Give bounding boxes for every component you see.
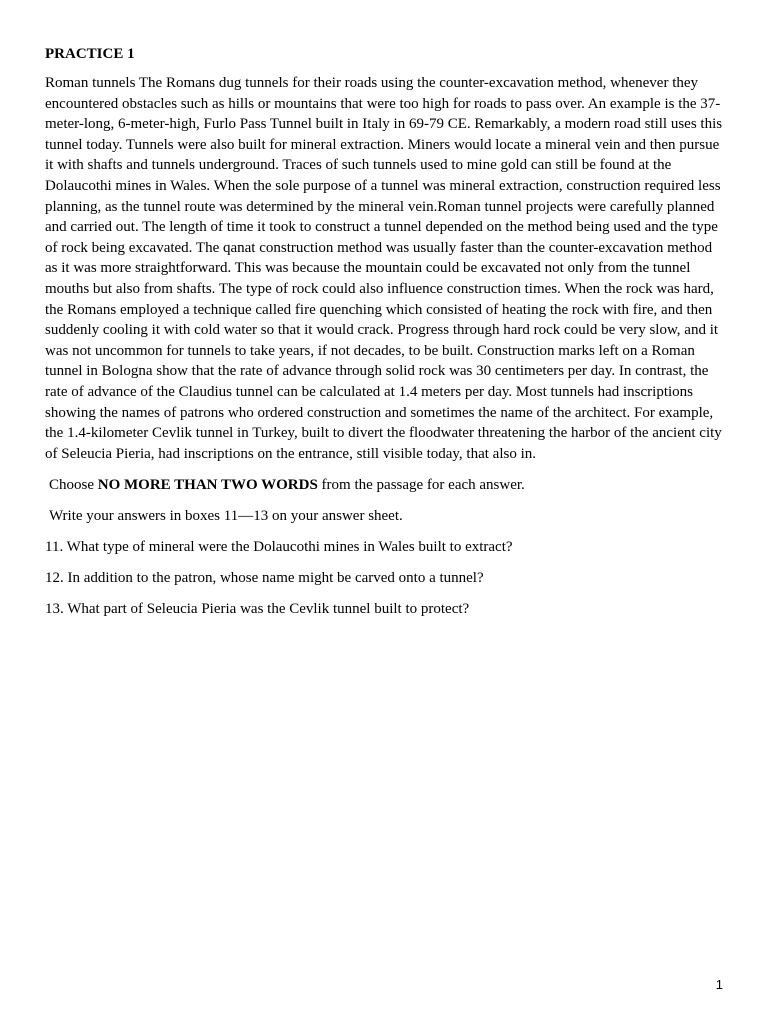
document-page xyxy=(45,44,725,630)
reading-passage: Roman tunnels The Romans dug tunnels for their roads using the counter-excavation method, whenever they encountered obstacles such as hills or mountains that were too high for roads to pass over. An example is the 37-meter-long, 6-meter-high, Furlo Pass Tunnel built in Italy in 69-79 CE. Remarkably, a modern road still uses this tunnel today. Tunnels were also built for mineral extraction. Miners would locate a mineral vein and then pursue it with shafts and tunnels underground. Traces of such tunnels used to mine gold can still be found at the Dolaucothi mines in Wales. When the sole purpose of a tunnel was mineral extraction, construction required less planning, as the tunnel route was determined by the mineral vein.Roman tunnel projects were carefully planned and carried out. The length of time it took to construct a tunnel depended on the method being used and the type of rock being excavated. The qanat construction method was usually faster than the counter-excavation method as it was more straightforward. This was because the mountain could be excavated not only from the tunnel mouths but also from shafts. The type of rock could also influence construction times. When the rock was hard, the Romans employed a technique called fire quenching which consisted of heating the rock with fire, and then suddenly cooling it with cold water so that it would crack. Progress through hard rock could be very slow, and it was not uncommon for tunnels to take years, if not decades, to be built. Construction marks left on a Roman tunnel in Bologna show that the rate of advance through solid rock was 30 centimeters per day. In contrast, the rate of advance of the Claudius tunnel can be calculated at 1.4 meters per day. Most tunnels had inscriptions showing the names of patrons who ordered construction and sometimes the name of the architect. For example, the 1.4-kilometer Cevlik tunnel in Turkey, built to divert the floodwater threatening the harbor of the ancient city of Seleucia Pieria, had inscriptions on the entrance, still visible today, that also in. xyxy=(45,75,723,462)
page-number: 1 xyxy=(715,977,723,992)
instruction-write: Write your answers in boxes 11—13 on your answer sheet. xyxy=(49,508,403,525)
instruction-choose-prefix: Choose xyxy=(49,477,94,494)
instruction-choose-suffix: from the passage for each answer. xyxy=(321,477,525,494)
question-11: 11. What type of mineral were the Dolaucothi mines in Wales built to extract? xyxy=(45,539,513,556)
question-12: 12. In addition to the patron, whose name might be carved onto a tunnel? xyxy=(45,570,484,587)
question-13: 13. What part of Seleucia Pieria was the Cevlik tunnel built to protect? xyxy=(45,601,470,618)
instruction-word-limit: NO MORE THAN TWO WORDS xyxy=(97,477,318,494)
instruction-choose xyxy=(45,475,725,495)
page-title: PRACTICE 1 xyxy=(45,46,135,62)
